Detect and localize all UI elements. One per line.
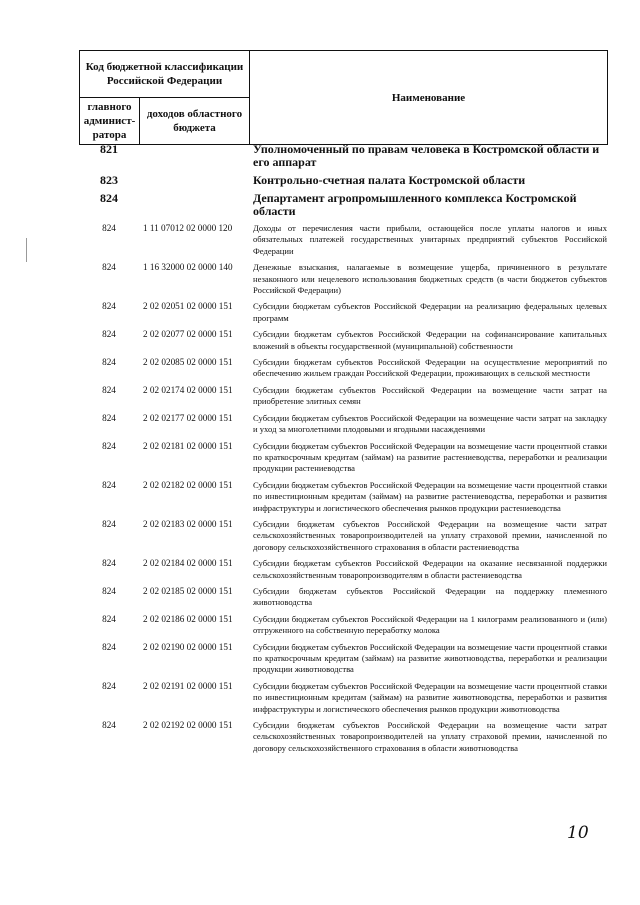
table-row [79, 385, 607, 408]
item-name: Субсидии бюджетам субъектов Российской Федерации на возмещение части затрат сельскохозяйственных товаропроизводителей на уплату страховой премии, начисленной по договору сельскохозяйственного страхования в области животноводства [253, 720, 607, 753]
page-number: 10 [567, 823, 589, 843]
income-code: 2 02 02192 02 0000 151 [143, 720, 233, 731]
department-row [79, 174, 607, 187]
item-name: Субсидии бюджетам субъектов Российской Федерации на возмещение части процентной ставки по инвестиционным кредитам (займам) на развитие растениеводства, переработки и развития инфраструктуры и логистического обеспечения рынков продукции растениеводства [253, 479, 607, 513]
admin-code: 824 [102, 585, 116, 596]
table-row [79, 301, 607, 324]
table-row [79, 720, 607, 754]
margin-mark [26, 238, 27, 262]
department-row [79, 143, 607, 169]
department-row [79, 192, 607, 218]
admin-code: 824 [102, 223, 116, 233]
admin-code: 824 [102, 479, 116, 490]
table-row [79, 262, 607, 296]
table-row [79, 441, 607, 475]
item-name: Субсидии бюджетам субъектов Российской Федерации на возмещение части затрат на приобретение элитных семян [253, 384, 607, 407]
table-row [79, 357, 607, 380]
income-code: 2 02 02177 02 0000 151 [143, 412, 233, 423]
table-row [79, 681, 607, 715]
income-code: 2 02 02182 02 0000 151 [143, 479, 233, 490]
table-row [79, 480, 607, 514]
income-code: 1 11 07012 02 0000 120 [143, 223, 233, 233]
item-name: Субсидии бюджетам субъектов Российской Федерации на реализацию федеральных целевых программ [253, 301, 607, 323]
income-code: 2 02 02190 02 0000 151 [143, 641, 233, 652]
item-name: Субсидии бюджетам субъектов Российской Федерации на возмещение части процентной ставки по краткосрочным кредитам (займам) на развитие растениеводства, переработки и реализации продукции растениеводства [253, 440, 607, 474]
item-name: Субсидии бюджетам субъектов Российской Федерации на возмещение части процентной ставки по краткосрочным кредитам (займам) на развитие животноводства, переработки и реализации продукции животноводства [253, 641, 607, 675]
header-name: Наименование [250, 51, 608, 145]
admin-code: 824 [102, 440, 116, 451]
item-name: Субсидии бюджетам субъектов Российской Федерации на оказание несвязанной поддержки сельскохозяйственным товаропроизводителям в области растениеводства [253, 558, 607, 580]
income-code: 2 02 02051 02 0000 151 [143, 301, 233, 312]
admin-code: 824 [102, 680, 116, 691]
item-name: Доходы от перечисления части прибыли, остающейся после уплаты налогов и иных обязательных платежей государственных унитарных предприятий субъектов Российской Федерации [253, 223, 607, 256]
admin-code: 824 [102, 301, 116, 312]
admin-code: 824 [102, 412, 116, 423]
item-name: Субсидии бюджетам субъектов Российской Федерации на возмещение части процентной ставки по инвестиционным кредитам (займам) на развитие животноводства, переработки и развития инфраструктуры и логистического обеспечения рынков продукции животноводства [253, 680, 607, 714]
table-header [79, 50, 608, 145]
income-code: 2 02 02184 02 0000 151 [143, 558, 233, 569]
table-row [79, 519, 607, 553]
admin-code: 824 [102, 641, 116, 652]
item-name: Денежные взыскания, налагаемые в возмещение ущерба, причиненного в результате незаконного или нецелевого использования бюджетных средств (в части бюджетов субъектов Российской Федерации) [253, 262, 607, 296]
department-name: Контрольно-счетная палата Костромской области [253, 173, 526, 187]
income-code: 2 02 02174 02 0000 151 [143, 384, 233, 395]
header-admin: главного админист- ратора [80, 98, 140, 145]
header-code-group: Код бюджетной классификации Российской Федерации [80, 51, 250, 98]
income-code: 2 02 02191 02 0000 151 [143, 680, 233, 691]
item-name: Субсидии бюджетам субъектов Российской Федерации на возмещение части затрат сельскохозяйственных товаропроизводителей на уплату страховой премии, начисленной по договору сельскохозяйственного страхования в области растениеводства [253, 518, 607, 552]
item-name: Субсидии бюджетам субъектов Российской Федерации на возмещение части затрат на закладку и уход за многолетними плодовыми и ягодными насаждениями [253, 412, 607, 435]
table-row [79, 642, 607, 676]
income-code: 2 02 02186 02 0000 151 [143, 613, 233, 624]
table-row [79, 329, 607, 352]
income-code: 1 16 32000 02 0000 140 [143, 262, 233, 273]
income-code: 2 02 02183 02 0000 151 [143, 518, 233, 529]
department-code: 824 [100, 191, 118, 205]
table-row [79, 223, 607, 257]
table-row [79, 614, 607, 637]
item-name: Субсидии бюджетам субъектов Российской Федерации на осуществление мероприятий по обеспечению жильем граждан Российской Федерации, проживающих в сельской местности [253, 357, 607, 379]
header-income: доходов областного бюджета [140, 98, 250, 145]
item-name: Субсидии бюджетам субъектов Российской Федерации на поддержку племенного животноводства [253, 585, 607, 608]
admin-code: 824 [102, 357, 116, 368]
admin-code: 824 [102, 262, 116, 273]
table-row [79, 558, 607, 581]
department-code: 821 [100, 142, 118, 156]
admin-code: 824 [102, 384, 116, 395]
table-row [79, 413, 607, 436]
admin-code: 824 [102, 558, 116, 569]
item-name: Субсидии бюджетам субъектов Российской Федерации на 1 килограмм реализованного и (или) отгруженного на собственную переработку молока [253, 613, 607, 636]
item-name: Субсидии бюджетам субъектов Российской Федерации на софинансирование капитальных вложений в объекты государственной (муниципальной) собственности [253, 329, 607, 351]
admin-code: 824 [102, 613, 116, 624]
table-row [79, 586, 607, 609]
income-code: 2 02 02077 02 0000 151 [143, 329, 233, 340]
department-name: Департамент агропромышленного комплекса Костромской области [253, 191, 577, 218]
income-code: 2 02 02181 02 0000 151 [143, 440, 233, 451]
admin-code: 824 [102, 329, 116, 340]
income-code: 2 02 02085 02 0000 151 [143, 357, 233, 368]
admin-code: 824 [102, 720, 116, 731]
admin-code: 824 [102, 518, 116, 529]
income-code: 2 02 02185 02 0000 151 [143, 585, 233, 596]
department-name: Уполномоченный по правам человека в Костромской области и его аппарат [253, 142, 600, 169]
table-body [79, 143, 607, 759]
department-code: 823 [100, 173, 118, 187]
